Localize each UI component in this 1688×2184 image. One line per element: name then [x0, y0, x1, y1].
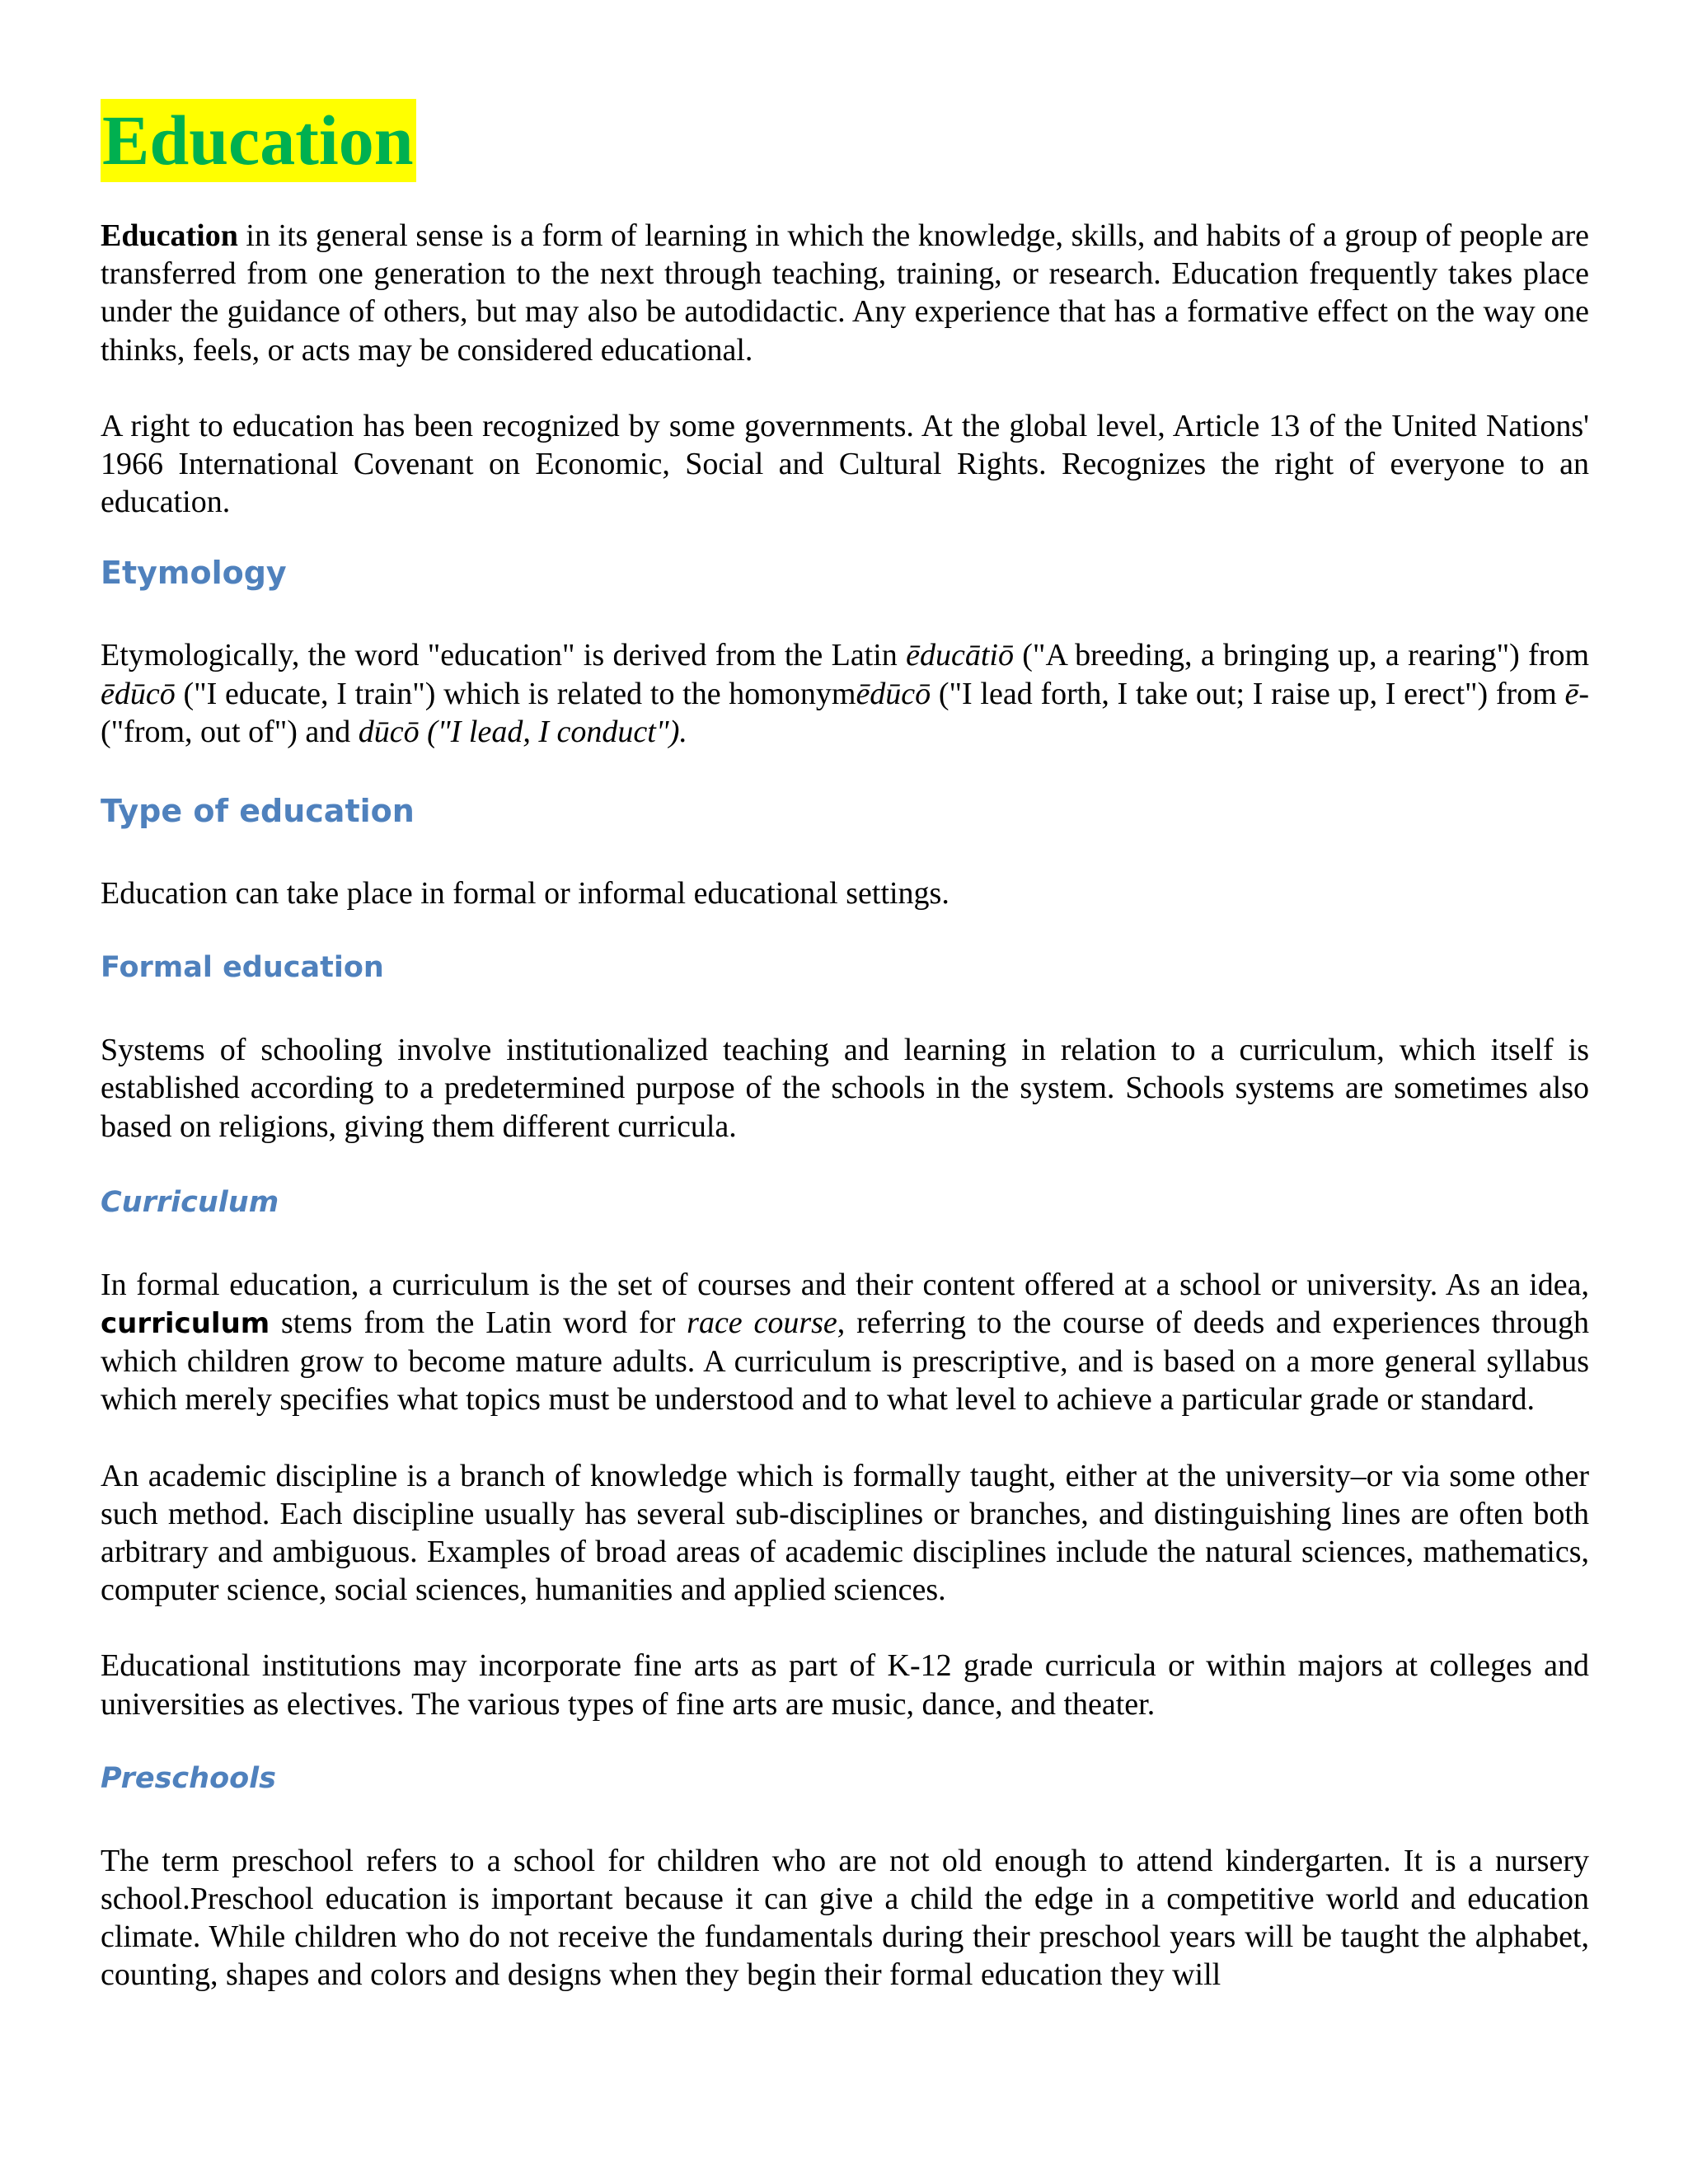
formal-paragraph: Systems of schooling involve institutionalized teaching and learning in relation to a curriculum, which itself is established according to a predetermined purpose of the schools in the system. Schools systems are sometimes also based on religions, giving them different curricula.: [101, 1033, 1589, 1144]
etymology-text-2: ("A breeding, a bringing up, a rearing") from: [1013, 638, 1589, 673]
curriculum-heading: Curriculum: [101, 1185, 279, 1219]
intro-text: in its general sense is a form of learning in which the knowledge, skills, and habits of a group of people are transferred from one generation to the next through teaching, training, or research. Education frequently takes place under the guidance of others, but may also be autodidactic. Any experience that has a formative effect on the way one thinks, feels, or acts may be considered educational.: [101, 218, 1589, 368]
curriculum-text-2: stems from the Latin word for: [270, 1305, 687, 1341]
etymology-text-4: ("I lead forth, I take out; I raise up, I erect") from: [931, 676, 1565, 711]
etymology-term-2: ēdūcō: [101, 676, 176, 711]
curriculum-term: curriculum: [101, 1307, 270, 1341]
preschools-paragraph: The term preschool refers to a school for children who are not old enough to attend kindergarten. It is a nursery school.Preschool education is important because it can give a child the edge in a competitive world and education climate. While children who do not receive the fundamentals during their preschool years will be taught the alphabet, counting, shapes and colors and designs when they begin their formal education they will: [101, 1843, 1589, 1993]
etymology-paragraph: [101, 636, 1589, 751]
page-title: Education: [101, 99, 416, 182]
curriculum-text-3: , referring to the course of deeds and experiences through which children grow to become mature adults. A curriculum is prescriptive, and is based on a more general syllabus which merely specifies what topics must be understood and to what level to achieve a particular grade or standard.: [101, 1305, 1589, 1418]
etymology-text-1: Etymologically, the word "education" is derived from the Latin: [101, 638, 907, 673]
etymology-term-3: ēdūcō: [856, 676, 931, 711]
curriculum-race-course: race course: [687, 1305, 837, 1341]
title-block: [101, 99, 1589, 182]
preschools-heading: Preschools: [101, 1761, 276, 1795]
curriculum-text-1: In formal education, a curriculum is the set of courses and their content offered at a school or university. As an idea,: [101, 1267, 1589, 1302]
etymology-term-5: dūcō ("I lead, I conduct").: [358, 714, 687, 749]
curriculum-paragraph-3: Educational institutions may incorporate fine arts as part of K-12 grade curricula or within majors at colleges and universities as electives. The various types of fine arts are music, dance, and theater.: [101, 1648, 1589, 1722]
curriculum-paragraph-2: An academic discipline is a branch of knowledge which is formally taught, either at the university–or via some other such method. Each discipline usually has several sub-disciplines or branches, and distinguishing lines are often both arbitrary and ambiguous. Examples of broad areas of academic disciplines include the natural sciences, mathematics, computer science, social sciences, humanities and applied sciences.: [101, 1458, 1589, 1608]
etymology-term-4: ē-: [1564, 676, 1590, 711]
types-heading: Type of education: [101, 793, 415, 830]
etymology-text-5: ("from, out of") and: [101, 714, 359, 749]
document-page: [101, 99, 1589, 2032]
intro-paragraph: [101, 217, 1589, 369]
types-paragraph: Education can take place in formal or informal educational settings.: [101, 876, 950, 912]
intro-lead-term: Education: [101, 218, 238, 253]
etymology-term-1: ēducātiō: [906, 638, 1014, 673]
etymology-text-3: ("I educate, I train") which is related to the homonym: [175, 676, 856, 711]
curriculum-paragraph-1: [101, 1266, 1589, 1419]
etymology-heading: Etymology: [101, 555, 287, 592]
formal-heading: Formal education: [101, 951, 384, 985]
rights-paragraph: A right to education has been recognized by some governments. At the global level, Article 13 of the United Nations' 1966 International Covenant on Economic, Social and Cultural Rights. Recognizes the right of everyone to an education.: [101, 408, 1589, 520]
